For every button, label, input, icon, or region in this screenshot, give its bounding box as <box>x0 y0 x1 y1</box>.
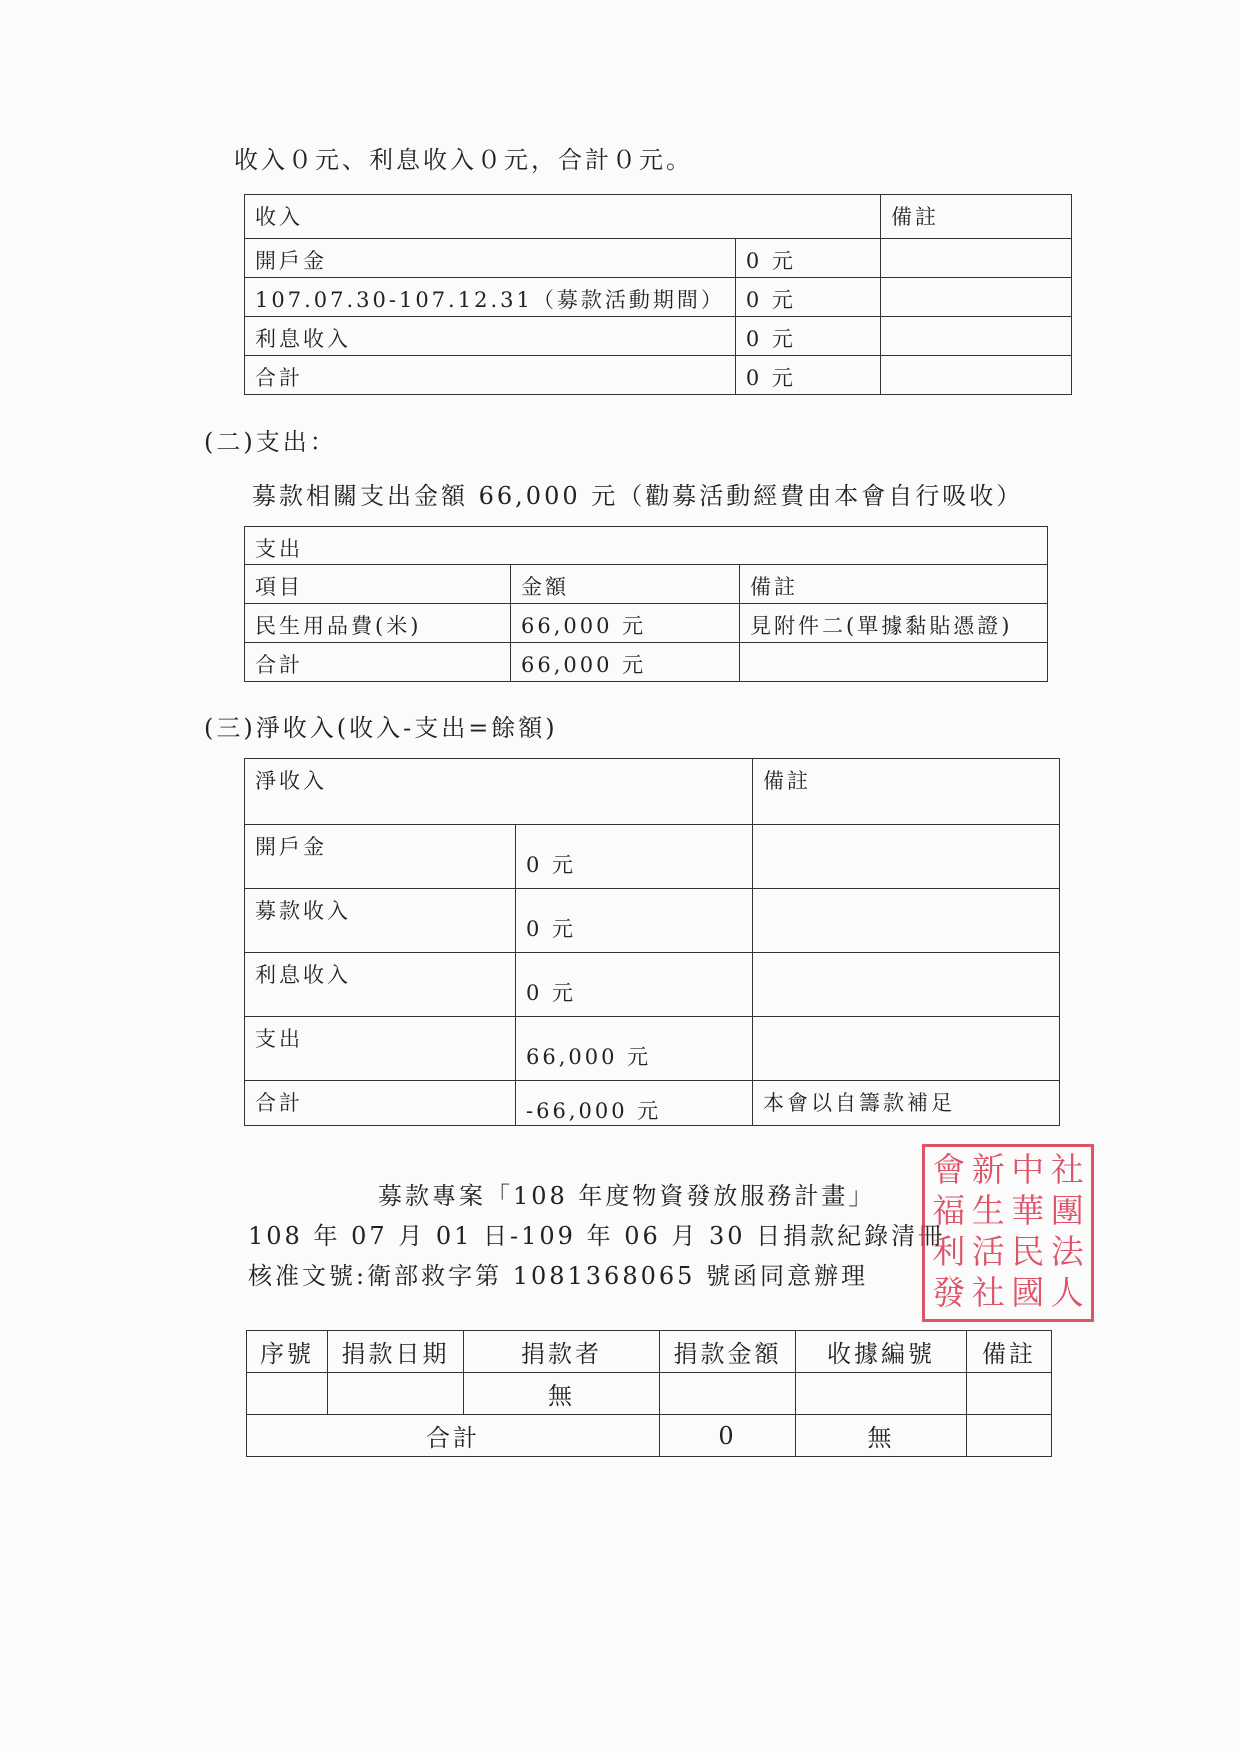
income-row-remark <box>881 356 1072 395</box>
section3-title: (三)淨收入(收入-支出=餘額) <box>204 714 558 742</box>
income-row-label: 開戶金 <box>245 239 736 278</box>
organization-seal <box>922 1144 1094 1322</box>
net-row-amount: 0 元 <box>516 889 753 953</box>
project-approval: 核准文號:衛部救字第 1081368065 號函同意辦理 <box>248 1262 869 1290</box>
net-row-label: 合計 <box>245 1081 516 1126</box>
net-row-remark <box>753 1017 1060 1081</box>
project-title: 募款專案「108 年度物資發放服務計畫」 <box>378 1182 876 1210</box>
table-row <box>245 604 1048 643</box>
expense-row-amount: 66,000 元 <box>511 643 740 682</box>
donation-cell <box>660 1373 796 1415</box>
intro-line: 收入０元、利息收入０元，合計０元。 <box>234 146 693 174</box>
net-row-remark <box>753 953 1060 1017</box>
seal-char: 國 <box>1011 1273 1045 1312</box>
donation-col-donor: 捐款者 <box>464 1331 660 1373</box>
seal-char: 福 <box>932 1191 966 1230</box>
income-row-remark <box>881 317 1072 356</box>
income-header: 收入 <box>245 195 881 239</box>
seal-char: 人 <box>1050 1273 1084 1312</box>
section2-title: (二)支出： <box>204 428 337 456</box>
table-row <box>247 1415 1052 1457</box>
expense-header: 支出 <box>245 527 1048 565</box>
seal-char: 社 <box>1050 1150 1084 1189</box>
donation-col-receipt: 收據編號 <box>796 1331 967 1373</box>
net-row-amount: 0 元 <box>516 825 753 889</box>
net-row-remark <box>753 889 1060 953</box>
seal-char: 新 <box>971 1150 1005 1189</box>
table-row <box>245 1081 1060 1126</box>
net-row-amount: -66,000 元 <box>516 1081 753 1126</box>
net-row-amount: 0 元 <box>516 953 753 1017</box>
donation-total-receipt: 無 <box>796 1415 967 1457</box>
income-row-remark <box>881 278 1072 317</box>
seal-char: 法 <box>1050 1232 1084 1271</box>
net-row-amount: 66,000 元 <box>516 1017 753 1081</box>
income-row-amount: 0 元 <box>735 278 880 317</box>
seal-char: 社 <box>971 1273 1005 1312</box>
table-row <box>245 953 1060 1017</box>
expense-row-remark <box>740 643 1048 682</box>
expense-table <box>244 526 1048 682</box>
expense-row-remark: 見附件二(單據黏貼憑證) <box>740 604 1048 643</box>
table-row <box>247 1373 1052 1415</box>
project-period: 108 年 07 月 01 日-109 年 06 月 30 日捐款紀錄清冊 <box>248 1222 946 1250</box>
table-row <box>245 278 1072 317</box>
seal-char: 生 <box>971 1191 1005 1230</box>
income-table <box>244 194 1072 395</box>
net-row-label: 支出 <box>245 1017 516 1081</box>
expense-row-amount: 66,000 元 <box>511 604 740 643</box>
income-row-amount: 0 元 <box>735 317 880 356</box>
seal-char: 發 <box>932 1273 966 1312</box>
income-row-remark <box>881 239 1072 278</box>
table-row <box>245 356 1072 395</box>
donation-col-remark: 備註 <box>967 1331 1052 1373</box>
seal-char: 活 <box>971 1232 1005 1271</box>
table-row <box>245 239 1072 278</box>
expense-col-remark: 備註 <box>740 565 1048 604</box>
donation-cell <box>796 1373 967 1415</box>
expense-row-item: 民生用品費(米) <box>245 604 511 643</box>
donation-table <box>246 1330 1052 1457</box>
income-remark-header: 備註 <box>881 195 1072 239</box>
expense-row-item: 合計 <box>245 643 511 682</box>
income-row-label: 合計 <box>245 356 736 395</box>
net-row-remark: 本會以自籌款補足 <box>753 1081 1060 1126</box>
expense-col-item: 項目 <box>245 565 511 604</box>
table-row <box>245 1017 1060 1081</box>
net-header: 淨收入 <box>245 759 753 825</box>
donation-total-amount: 0 <box>660 1415 796 1457</box>
table-row <box>245 889 1060 953</box>
seal-char: 團 <box>1050 1191 1084 1230</box>
table-row <box>245 643 1048 682</box>
seal-char: 中 <box>1011 1150 1045 1189</box>
donation-col-date: 捐款日期 <box>328 1331 464 1373</box>
income-row-amount: 0 元 <box>735 356 880 395</box>
income-row-label: 107.07.30-107.12.31（募款活動期間） <box>245 278 736 317</box>
net-row-label: 開戶金 <box>245 825 516 889</box>
expense-col-amount: 金額 <box>511 565 740 604</box>
donation-cell <box>328 1373 464 1415</box>
net-income-table <box>244 758 1060 1126</box>
donation-donor-none: 無 <box>464 1373 660 1415</box>
table-row <box>245 825 1060 889</box>
seal-char: 利 <box>932 1232 966 1271</box>
donation-cell <box>967 1415 1052 1457</box>
income-row-amount: 0 元 <box>735 239 880 278</box>
donation-col-amount: 捐款金額 <box>660 1331 796 1373</box>
net-row-remark <box>753 825 1060 889</box>
table-row <box>245 317 1072 356</box>
income-row-label: 利息收入 <box>245 317 736 356</box>
donation-total-label: 合計 <box>247 1415 660 1457</box>
section2-summary: 募款相關支出金額 66,000 元（勸募活動經費由本會自行吸收） <box>252 482 1024 510</box>
net-row-label: 利息收入 <box>245 953 516 1017</box>
seal-char: 民 <box>1011 1232 1045 1271</box>
donation-cell <box>247 1373 328 1415</box>
donation-col-index: 序號 <box>247 1331 328 1373</box>
seal-char: 會 <box>932 1150 966 1189</box>
seal-char: 華 <box>1011 1191 1045 1230</box>
net-row-label: 募款收入 <box>245 889 516 953</box>
net-remark-header: 備註 <box>753 759 1060 825</box>
donation-cell <box>967 1373 1052 1415</box>
